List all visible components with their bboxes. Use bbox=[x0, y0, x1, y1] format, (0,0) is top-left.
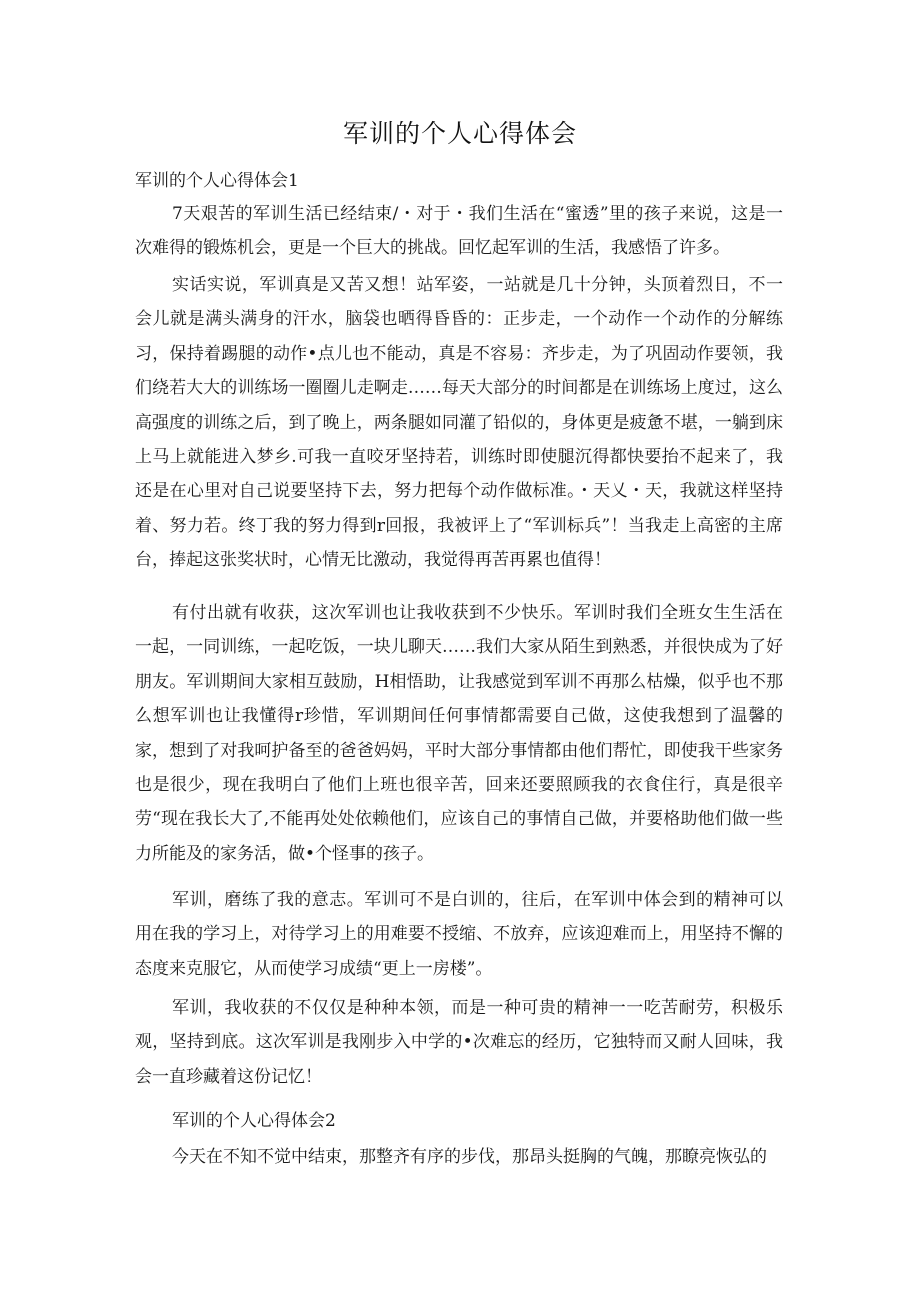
paragraph-5: 军训，我收获的不仅仅是种种本领，而是一种可贵的精神一一吃苦耐劳，积极乐观，坚持到底。这次军训是我刚步入中学的•次难忘的经历，它独特而又耐人回味，我会一直珍藏着这份记忆！ bbox=[135, 998, 783, 1087]
paragraph-1: 7天艰苦的军训生活已经结束/・对于・我们生活在“蜜透”里的孩子来说，这是一次难得的锻炼机会，更是一个巨大的挑战。回忆起军训的生活，我感悟了许多。 bbox=[135, 204, 783, 259]
section2-opening-paragraph: 今天在不知不觉中结束，那整齐有序的步伐，那昂头挺胸的气魄，那瞭亮恢弘的 bbox=[172, 1147, 767, 1167]
paragraph-3: 有付出就有收获，这次军训也让我收获到不少快乐。军训时我们全班女生生活在一起，一同训练，一起吃饭，一块儿聊天……我们大家从陌生到熟悉，并很快成为了好朋友。军训期间大家相互鼓励，H相悟助，让我感觉到军训不再那么枯燥，似乎也不那么想军训也让我懂得r珍惜，军训期间任何事情都需要自己做，这使我想到了温馨的家，想到了对我呵护备至的爸爸妈妈，平时大部分事情都由他们帮忙，即使我干些家务也是很少，现在我明白了他们上班也很辛苦，回来还要照顾我的衣食住行，真是很辛劳“现在我长大了,不能再处处依赖他们，应该自己的事情自己做，并要格助他们做一些力所能及的家务活，做•个怪事的孩子。 bbox=[135, 603, 783, 864]
paragraph-2: 实话实说，军训真是又苦又想！站军姿，一站就是几十分钟，头顶着烈日，不一会儿就是满头满身的汗水，脑袋也晒得昏昏的：正步走，一个动作一个动作的分解练习，保持着踢腿的动作•点儿也不能动，真是不容易：齐步走，为了巩固动作要领，我们绕若大大的训练场一圈圈儿走啊走……每天大部分的时间都是在训练场上度过，这么高强度的训练之后，到了晚上，两条腿如同灌了铅似的，身体更是疲惫不堪，一躺到床上马上就能进入梦乡.可我一直咬牙坚持若，训练时即使腿沉得都快要抬不起来了，我还是在心里对自己说要坚持下去，努力把每个动作做标准。・天乂・天，我就这样坚持着、努力若。终丁我的努力得到r回报，我被评上了“军训标兵”！当我走上高密的主席台，捧起这张奖状时，心情无比激动，我觉得再苦再累也值得！ bbox=[135, 275, 783, 571]
section-heading-2: 军训的个人心得体会2 bbox=[172, 1111, 336, 1131]
document-title: 军训的个人心得体会 bbox=[342, 119, 577, 148]
paragraph-4: 军训，磨练了我的意志。军训可不是白训的，往后，在军训中体会到的精神可以用在我的学习上，对待学习上的用难要不授缩、不放弃，应该迎难而上，用坚持不懈的态度来克服它，从而使学习成绩“更上一房楼”。 bbox=[135, 890, 783, 979]
section-heading-1: 军训的个人心得体会1 bbox=[135, 171, 299, 191]
